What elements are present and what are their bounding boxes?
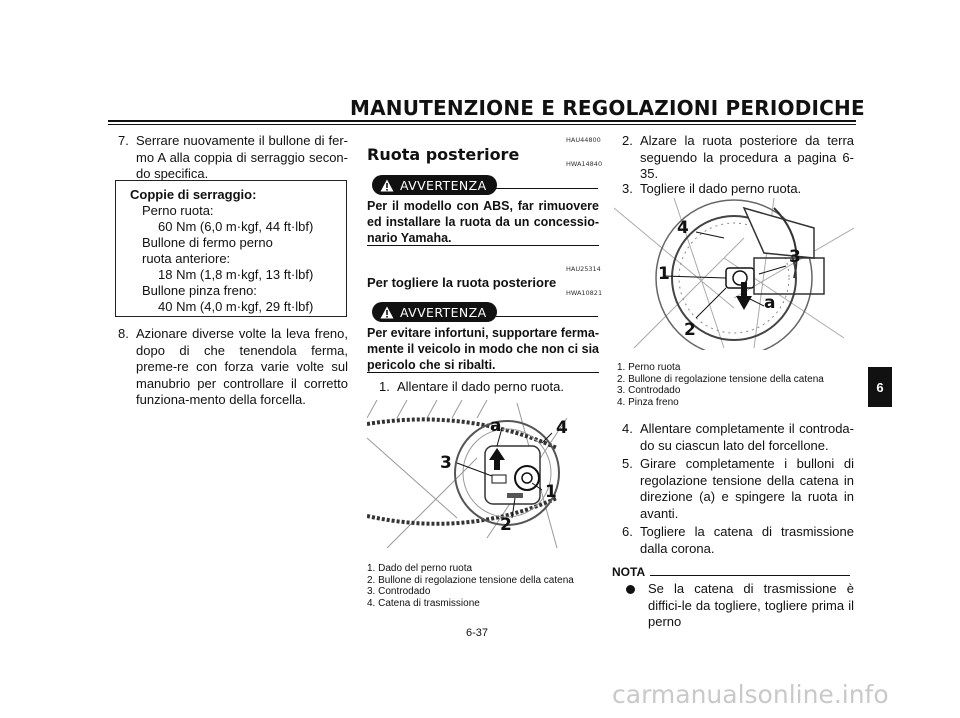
note-bullet [612,581,854,631]
bullet-icon [626,585,635,594]
step-text: Girare completamente i bulloni di regolazione tensione della catena in direzione (a) e spingere la ruota in avanti. [640,456,854,521]
warning-label: AVVERTENZA [400,304,487,320]
header-rule [108,120,856,122]
warning-text: Per evitare infortuni, supportare ferma-mente il veicolo in modo che non ci sia pericolo che si ribalti. [367,326,600,372]
torque-value: 60 Nm (6,0 m·kgf, 44 ft·lbf) [158,219,314,234]
step-text: Alzare la ruota posteriore da terra seguendo la procedura a pagina 6-35. [640,133,854,181]
torque-label: Bullone di fermo perno ruota anteriore: [142,235,273,266]
torque-spec-box [115,180,347,317]
figure-legend [617,362,862,408]
step-8 [108,326,348,409]
ref-code: HWA10821 [566,289,603,297]
page-title: MANUTENZIONE E REGOLAZIONI PERIODICHE [350,96,865,120]
note-text: Se la catena di trasmissione è diffici-le da togliere, togliere prima il perno [648,581,854,629]
warning-badge [372,175,497,195]
step-number: 5. [622,456,633,471]
header-rule-thin [108,124,856,125]
step-5 [612,456,854,522]
torque-value: 18 Nm (1,8 m·kgf, 13 ft·lbf) [158,267,314,282]
step-number: 2. [622,133,633,148]
callout-label: 2 [684,320,696,340]
legend-item: 3. Controdado [617,385,681,396]
step-text: Togliere la catena di trasmissione dalla corona. [640,524,854,556]
warning-icon [380,306,394,319]
legend-item: 4. Pinza freno [617,396,679,408]
step-2 [612,133,854,183]
subsection-heading: Per togliere la ruota posteriore [367,275,557,290]
step-4 [612,421,854,454]
torque-label: Bullone pinza freno: [142,283,257,298]
chapter-tab: 6 [868,367,892,407]
callout-label: 1 [658,264,670,284]
legend-item: 2. Bullone di regolazione tensione della catena [617,373,824,385]
step-number: 3. [622,181,633,196]
rear-axle-illustration [614,198,854,350]
warning-rule [496,316,598,317]
figure-legend [367,563,607,609]
note-rule [650,575,850,576]
legend-item: 4. Catena di trasmissione [367,597,480,609]
step-number: 1. [379,379,390,394]
callout-label: 1 [545,482,557,502]
step-text: Serrare nuovamente il bullone di fer-mo A alla coppia di serraggio secon-do specifica. [136,133,348,181]
step-number: 4. [622,421,633,436]
rear-axle-nut-illustration [367,398,577,548]
rear-brake-drawing [614,198,854,350]
step-text: Togliere il dado perno ruota. [640,181,802,196]
torque-label: Perno ruota: [142,203,214,218]
legend-item: 1. Dado del perno ruota [367,563,473,574]
step-3 [612,181,854,198]
warning-badge [372,302,497,322]
warning-end-rule [367,245,599,246]
callout-label: 3 [789,247,801,267]
callout-label: 3 [440,453,452,473]
warning-label: AVVERTENZA [400,177,487,193]
callout-label: 4 [556,418,568,438]
step-number: 7. [118,133,129,148]
torque-value: 40 Nm (4,0 m·kgf, 29 ft·lbf) [158,299,314,314]
step-text: Azionare diverse volte la leva freno, dopo di che tenendola ferma, preme-re con forza varie volte sul manubrio per controllare il corretto funziona-mento della forcella. [136,326,348,407]
warning-end-rule [367,372,599,373]
step-text: Allentare il dado perno ruota. [397,379,564,394]
callout-label: a [764,293,776,313]
section-heading: Ruota posteriore [367,145,520,164]
step-number: 6. [622,524,633,539]
legend-item: 3. Controdado [367,586,431,597]
warning-text: Per il modello con ABS, far rimuovere ed installare la ruota da un concessio-nario Yamaha. [367,199,599,245]
callout-label: 4 [677,218,689,238]
legend-item: 1. Perno ruota [617,362,681,373]
step-7 [108,133,348,183]
ref-code: HWA14840 [566,160,603,168]
watermark-text: carmanualsonline.info [612,680,889,709]
warning-icon [380,179,394,192]
note-heading: NOTA [612,565,646,579]
step-1 [367,379,599,396]
step-6 [612,524,854,557]
torque-title: Coppie di serraggio: [130,187,257,202]
ref-code: HAU25314 [566,265,601,273]
step-number: 8. [118,326,129,341]
rear-wheel-drawing [367,398,577,548]
legend-item: 2. Bullone di regolazione tensione della catena [367,574,574,586]
warning-rule [496,188,598,189]
ref-code: HAU44800 [566,136,601,144]
step-text: Allentare completamente il controda-do su ciascun lato del forcellone. [640,421,854,453]
callout-label: a [490,416,502,436]
callout-label: 2 [500,515,512,535]
page-number: 6-37 [466,627,489,639]
